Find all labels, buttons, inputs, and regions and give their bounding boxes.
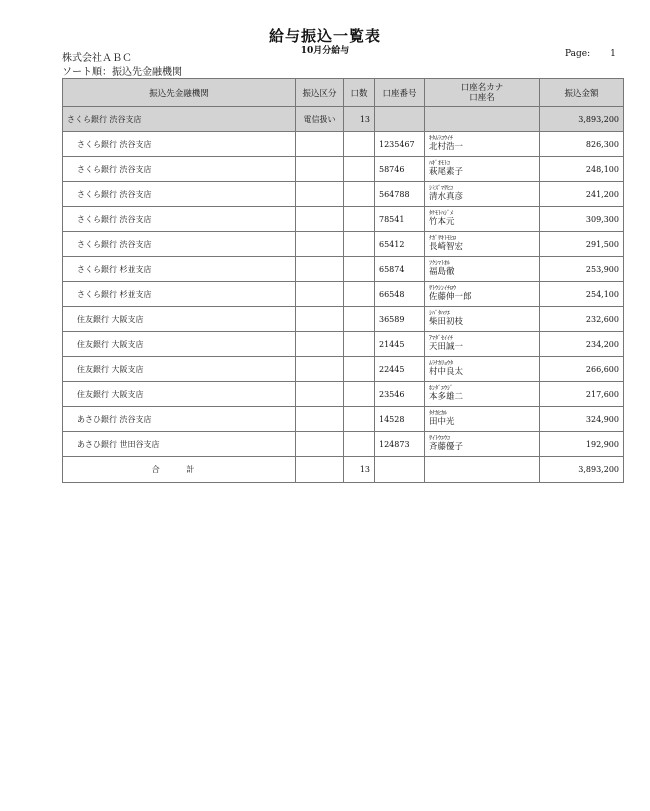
row-account-name [425,307,540,332]
row-amount: 291,500 [540,232,624,257]
row-account-kana: ﾊｷﾞｵﾓﾄｺ [429,160,451,167]
row-bank: あさひ銀行 渋谷支店 [63,407,296,432]
row-account-kana: ﾀﾅｶﾋｶﾙ [429,410,448,417]
row-account-kanji: 天田誠一 [429,342,464,352]
row-account-kanji: 清水真彦 [429,192,464,202]
header-account-name [425,79,540,107]
row-account-kana: ﾅｶﾞｻｷﾄﾓﾋﾛ [429,235,457,242]
total-label: 合 計 [63,457,296,483]
row-amount: 266,600 [540,357,624,382]
summary-row [63,107,624,132]
row-account-kanji: 斉藤優子 [429,442,464,452]
row-account-number: 36589 [375,307,425,332]
row-account-kana: ｼﾐｽﾞﾏｻﾋｺ [429,185,454,192]
table-row [63,257,624,282]
table-row [63,232,624,257]
row-account-number: 22445 [375,357,425,382]
row-amount: 253,900 [540,257,624,282]
row-bank: 住友銀行 大阪支店 [63,307,296,332]
total-count: 13 [344,457,375,483]
row-amount: 234,200 [540,332,624,357]
row-account-kanji: 北村浩一 [429,142,464,152]
report-subtitle: 10月分給与 [300,46,350,56]
row-bank: さくら銀行 渋谷支店 [63,132,296,157]
row-account-kana: ｻｲﾄｳﾕｳｺ [429,435,451,442]
row-bank: あさひ銀行 世田谷支店 [63,432,296,457]
transfer-table [62,78,624,483]
row-bank: 住友銀行 大阪支店 [63,332,296,357]
row-account-kana: ﾌｸｼﾏﾄｵﾙ [429,260,451,267]
row-account-kanji: 柴田初枝 [429,317,464,327]
row-account-kana: ﾀｹﾓﾄﾊｼﾞﾒ [429,210,454,217]
row-bank: さくら銀行 渋谷支店 [63,182,296,207]
page-label: Page: [565,49,591,59]
sort-order-label: ソート順：振込先金融機関 [62,67,182,78]
row-account-number: 124873 [375,432,425,457]
row-account-kanji: 本多雄二 [429,392,464,402]
row-account-kanji: 田中光 [429,417,455,427]
header-bank: 振込先金融機関 [63,79,296,107]
row-account-kanji: 萩尾素子 [429,167,464,177]
row-account-name [425,157,540,182]
report-title: 給与振込一覧表 [268,27,381,45]
summary-count: 13 [344,107,375,132]
table-row [63,382,624,407]
row-account-kanji: 村中良太 [429,367,464,377]
row-account-name [425,432,540,457]
table-row [63,432,624,457]
row-amount: 324,900 [540,407,624,432]
page-number: 1 [610,49,616,59]
row-account-kana: ﾑﾗﾅｶﾘｮｳﾀ [429,360,454,367]
row-account-kanji: 長崎智宏 [429,242,464,252]
row-account-name [425,182,540,207]
header-count: 口数 [344,79,375,107]
table-row [63,307,624,332]
row-account-number: 65412 [375,232,425,257]
row-account-number: 564788 [375,182,425,207]
row-amount: 241,200 [540,182,624,207]
row-amount: 232,600 [540,307,624,332]
row-amount: 248,100 [540,157,624,182]
table-row [63,407,624,432]
company-name: 株式会社ＡＢＣ [62,53,132,64]
table-row [63,157,624,182]
row-amount: 254,100 [540,282,624,307]
total-amount: 3,893,200 [540,457,624,483]
row-account-number: 58746 [375,157,425,182]
header-transfer-type: 振込区分 [296,79,344,107]
row-account-number: 66548 [375,282,425,307]
row-bank: 住友銀行 大阪支店 [63,382,296,407]
row-amount: 217,600 [540,382,624,407]
row-account-name [425,257,540,282]
header-amount: 振込金額 [540,79,624,107]
row-account-number: 23546 [375,382,425,407]
row-amount: 309,300 [540,207,624,232]
header-account-name-label: 口座名 [469,92,495,103]
table-row [63,282,624,307]
header-account-number: 口座番号 [375,79,425,107]
row-amount: 192,900 [540,432,624,457]
row-account-name [425,332,540,357]
row-account-kana: ﾎﾝﾀﾞﾕｳｼﾞ [429,385,454,392]
table-row [63,207,624,232]
row-account-name [425,407,540,432]
row-account-kana: ｷﾀﾑﾗｺｳｲﾁ [429,135,454,142]
row-account-number: 1235467 [375,132,425,157]
row-bank: さくら銀行 杉並支店 [63,282,296,307]
row-account-number: 65874 [375,257,425,282]
table-row [63,182,624,207]
row-account-kanji: 竹本元 [429,217,455,227]
table-row [63,132,624,157]
row-account-number: 14528 [375,407,425,432]
row-account-name [425,207,540,232]
row-account-number: 78541 [375,207,425,232]
summary-amount: 3,893,200 [540,107,624,132]
row-account-name [425,382,540,407]
page-indicator [565,49,616,59]
row-account-number: 21445 [375,332,425,357]
row-account-kanji: 福島徹 [429,267,455,277]
header-account-kana: 口座名カナ [460,82,504,93]
total-row [63,457,624,483]
row-account-name [425,232,540,257]
row-account-kana: ｻﾄｳｼﾝｲﾁﾛｳ [429,285,457,292]
summary-bank: さくら銀行 渋谷支店 [63,107,296,132]
row-account-name [425,357,540,382]
row-account-kana: ｼﾊﾞﾀﾊﾂｴ [429,310,451,317]
table-header-row [63,79,624,107]
table-row [63,357,624,382]
row-bank: さくら銀行 渋谷支店 [63,232,296,257]
table-row [63,332,624,357]
row-bank: さくら銀行 渋谷支店 [63,207,296,232]
row-account-name [425,132,540,157]
row-amount: 826,300 [540,132,624,157]
row-bank: さくら銀行 渋谷支店 [63,157,296,182]
row-bank: 住友銀行 大阪支店 [63,357,296,382]
row-account-kanji: 佐藤伸一郎 [429,292,472,302]
row-bank: さくら銀行 杉並支店 [63,257,296,282]
row-account-kana: ｱﾏﾀﾞｾｲｲﾁ [429,335,454,342]
row-account-name [425,282,540,307]
summary-transfer-type: 電信扱い [296,107,344,132]
